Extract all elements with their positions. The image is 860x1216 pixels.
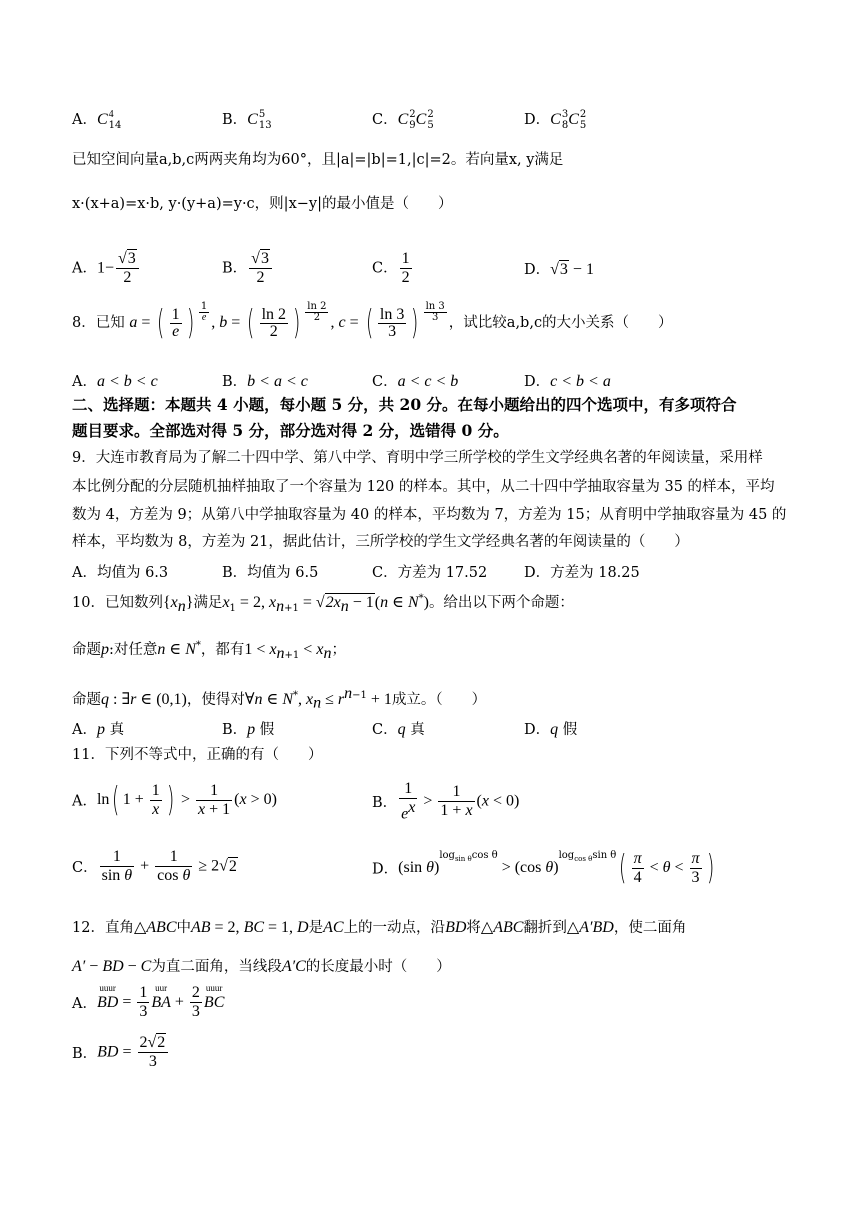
q11-stem: 11．下列不等式中，正确的有（ ）	[72, 747, 323, 763]
q11-option-c: C． $\frac{1}{\text{sin θ}}$ + $\frac{1}{\text{cos θ}}$ ≥ 2√2	[72, 848, 237, 884]
section-2-heading-line1: 二、选择题：本题共 4 小题，每小题 5 分，共 20 分。在每小题给出的四个选项中，有多项符合	[72, 395, 737, 414]
q6-option-c: C．C 2 9 C 2 5	[372, 109, 434, 131]
q11-option-d: D．(sin θ)$^{log_{sin \theta}cos \theta}$ > (cos θ)$^{log_{cos \theta}sin \theta}$( $\frac{\pi}{4}$ < θ < $\frac{\pi}{3}$ )	[372, 848, 714, 888]
q9-option-b: B．均值为 6.5	[222, 565, 319, 581]
q7-option-c: C． $\frac{1}{2}$	[372, 250, 410, 286]
q7-option-a: A．1− $\frac{√3}{2}$	[72, 250, 141, 287]
q8-stem: 8．已知 a = ( $\frac{1}{e}$ ) $\frac{1}{e}$ , b = ( $\frac{\ln 2}{2}$ ) $\frac{\ln 2}{2}$ , c = ( $\frac{\ln 3}{3}$ ) $\frac{\ln 3}{3}$ ，试比较a,b,c的大小关系（ ）	[72, 301, 673, 343]
q9-option-c: C．方差为 17.52	[372, 565, 488, 581]
q12-stem-line1: 12．直角△ABC中AB = 2, BC = 1, D是AC上的一动点，沿BD将△ABC翻折到△A′BD，使二面角	[72, 919, 687, 936]
q6-option-d: D．C 3 8 C 2 5	[524, 109, 587, 131]
q10-proposition-q: 命题q : ∃r ∈ (0,1)，使得对∀n ∈ N*, $x_n \le r^{n-1} + 1$成立。（ ）	[72, 685, 487, 712]
q11-option-b: B． $\frac{1}{e^x}$ > $\frac{1}{1 + x}$ (x < 0)	[372, 780, 520, 823]
q11-option-a: A．ln( 1 + $\frac{1}{x}$ ) > $\frac{1}{x + 1}$ (x > 0)	[72, 780, 277, 820]
q9-line1: 9．大连市教育局为了解二十四中学、第八中学、育明中学三所学校的学生文学经典名著的年阅读量，采用样	[72, 450, 763, 466]
q10-option-c: C．q 真	[372, 721, 425, 738]
q6-option-b: B．C 5 13	[222, 109, 272, 131]
q12-option-b: B．BD = $\frac{2√2}{3}$	[72, 1034, 170, 1071]
section-2-heading-line2: 题目要求。全部选对得 5 分，部分选对得 2 分，选错得 0 分。	[72, 421, 509, 440]
q12-option-a: A． uuur BD = $\frac{1}{3}$ uur BA + $\frac{2}{3}$ uuur BC	[72, 982, 225, 1020]
q10-proposition-p: 命题p:对任意n ∈ N*，都有$1 < x_{n+1} < x_n$；	[72, 640, 346, 662]
q9-line2: 本比例分配的分层随机抽样抽取了一个容量为 120 的样本。其中，从二十四中学抽取容量为 35 的样本，平均	[72, 479, 775, 495]
q8-option-c: C．a < c < b	[372, 373, 459, 390]
q10-option-d: D．q 假	[524, 721, 578, 738]
q7-stem-line1: 已知空间向量a,b,c两两夹角均为60°，且|a|=|b|=1,|c|=2。若向量x, y满足	[72, 152, 564, 168]
q9-option-d: D．方差为 18.25	[524, 565, 640, 581]
q8-option-d: D．c < b < a	[524, 373, 611, 390]
q6-option-a: A．C 4 14	[72, 109, 122, 131]
q9-line4: 样本，平均数为 8，方差为 21，据此估计，三所学校的学生文学经典名著的年阅读量的（ ）	[72, 534, 689, 550]
q10-option-a: A．p 真	[72, 721, 125, 738]
q10-option-b: B．p 假	[222, 721, 275, 738]
q9-option-a: A．均值为 6.3	[72, 565, 169, 581]
q12-stem-line2: A′ − BD − C为直二面角，当线段A′C的长度最小时（ ）	[72, 958, 451, 975]
q7-option-b: B． $\frac{√3}{2}$	[222, 250, 274, 287]
q8-option-a: A．a < b < c	[72, 373, 158, 390]
q7-option-d: D．√3 − 1	[524, 261, 594, 278]
q9-line3: 数为 4，方差为 9；从第八中学抽取容量为 40 的样本，平均数为 7，方差为 15；从育明中学抽取容量为 45 的	[72, 507, 787, 523]
q8-option-b: B．b < a < c	[222, 373, 308, 390]
q10-stem: 10．已知数列$\{x_n\}$满足$x_1 = 2$, $x_{n+1} = √2x_n - 1(n$ ∈ N*)。给出以下两个命题：	[72, 593, 574, 616]
q7-stem-line2: x·(x+a)=x·b, y·(y+a)=y·c，则|x−y|的最小值是（ ）	[72, 196, 453, 212]
